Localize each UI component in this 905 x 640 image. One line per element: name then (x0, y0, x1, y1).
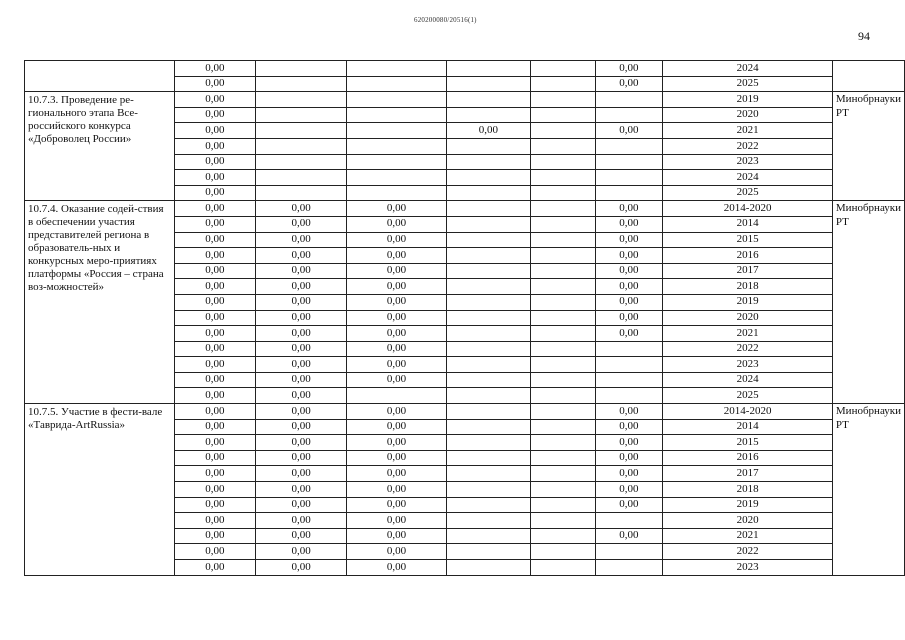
value-col-4 (446, 279, 530, 295)
year-cell: 2015 (663, 232, 833, 248)
value-col-5: 0,00 (595, 528, 663, 544)
value-col-2: 0,00 (255, 435, 347, 451)
value-col-3: 0,00 (347, 263, 446, 279)
value-col-2: 0,00 (255, 372, 347, 388)
value-col-3: 0,00 (347, 497, 446, 513)
blank-cell (531, 372, 595, 388)
value-col-3: 0,00 (347, 482, 446, 498)
page-number: 94 (858, 29, 870, 43)
value-col-3 (347, 388, 446, 404)
value-col-2: 0,00 (255, 388, 347, 404)
value-col-4 (446, 61, 530, 77)
value-col-2: 0,00 (255, 419, 347, 435)
value-col-2: 0,00 (255, 216, 347, 232)
value-col-5: 0,00 (595, 263, 663, 279)
value-col-4 (446, 263, 530, 279)
year-cell: 2014 (663, 419, 833, 435)
value-col-1: 0,00 (174, 560, 255, 576)
value-col-5: 0,00 (595, 76, 663, 92)
value-col-5 (595, 560, 663, 576)
value-col-2 (255, 170, 347, 186)
activity-name: 10.7.4. Оказание содей-ствия в обеспечении участия представителей региона в образователь-ных и конкурсных меро-приятиях платформы «Россия – страна воз-можностей» (25, 201, 175, 404)
value-col-3: 0,00 (347, 216, 446, 232)
value-col-3: 0,00 (347, 560, 446, 576)
value-col-4 (446, 216, 530, 232)
value-col-2: 0,00 (255, 497, 347, 513)
year-cell: 2025 (663, 76, 833, 92)
blank-cell (531, 170, 595, 186)
value-col-4 (446, 388, 530, 404)
value-col-5: 0,00 (595, 216, 663, 232)
value-col-4 (446, 154, 530, 170)
activity-name (25, 61, 175, 92)
value-col-1: 0,00 (174, 123, 255, 139)
year-cell: 2019 (663, 294, 833, 310)
value-col-4 (446, 310, 530, 326)
year-cell: 2022 (663, 138, 833, 154)
value-col-4 (446, 232, 530, 248)
value-col-2 (255, 123, 347, 139)
value-col-5: 0,00 (595, 466, 663, 482)
blank-cell (531, 107, 595, 123)
blank-cell (531, 528, 595, 544)
value-col-4 (446, 497, 530, 513)
blank-cell (531, 419, 595, 435)
value-col-5 (595, 185, 663, 201)
value-col-4 (446, 513, 530, 529)
value-col-3: 0,00 (347, 404, 446, 420)
value-col-5: 0,00 (595, 279, 663, 295)
blank-cell (531, 341, 595, 357)
table-row (25, 92, 905, 108)
value-col-1: 0,00 (174, 357, 255, 373)
value-col-3: 0,00 (347, 279, 446, 295)
value-col-1: 0,00 (174, 232, 255, 248)
year-cell: 2017 (663, 466, 833, 482)
value-col-4 (446, 326, 530, 342)
value-col-5 (595, 357, 663, 373)
value-col-4 (446, 170, 530, 186)
value-col-4 (446, 294, 530, 310)
value-col-2: 0,00 (255, 450, 347, 466)
value-col-4 (446, 482, 530, 498)
activity-name: 10.7.5. Участие в фести-вале «Таврида-ArtRussia» (25, 404, 175, 576)
value-col-2: 0,00 (255, 357, 347, 373)
value-col-2: 0,00 (255, 263, 347, 279)
blank-cell (531, 357, 595, 373)
value-col-3: 0,00 (347, 341, 446, 357)
blank-cell (531, 76, 595, 92)
value-col-1: 0,00 (174, 294, 255, 310)
value-col-2: 0,00 (255, 310, 347, 326)
value-col-5 (595, 388, 663, 404)
value-col-5: 0,00 (595, 61, 663, 77)
value-col-3: 0,00 (347, 294, 446, 310)
blank-cell (531, 466, 595, 482)
blank-cell (531, 482, 595, 498)
blank-cell (531, 326, 595, 342)
value-col-3: 0,00 (347, 310, 446, 326)
value-col-5: 0,00 (595, 123, 663, 139)
year-cell: 2014 (663, 216, 833, 232)
value-col-4 (446, 528, 530, 544)
value-col-1: 0,00 (174, 450, 255, 466)
blank-cell (531, 560, 595, 576)
value-col-1: 0,00 (174, 419, 255, 435)
value-col-5 (595, 154, 663, 170)
value-col-4 (446, 544, 530, 560)
value-col-5 (595, 92, 663, 108)
value-col-4 (446, 201, 530, 217)
value-col-1: 0,00 (174, 310, 255, 326)
value-col-2 (255, 154, 347, 170)
value-col-5 (595, 544, 663, 560)
value-col-2: 0,00 (255, 248, 347, 264)
value-col-3 (347, 76, 446, 92)
year-cell: 2018 (663, 482, 833, 498)
blank-cell (531, 497, 595, 513)
value-col-1: 0,00 (174, 497, 255, 513)
value-col-2: 0,00 (255, 560, 347, 576)
year-cell: 2016 (663, 450, 833, 466)
value-col-4 (446, 341, 530, 357)
value-col-1: 0,00 (174, 76, 255, 92)
value-col-5: 0,00 (595, 482, 663, 498)
blank-cell (531, 248, 595, 264)
value-col-4 (446, 419, 530, 435)
value-col-2: 0,00 (255, 482, 347, 498)
value-col-3 (347, 123, 446, 139)
value-col-2 (255, 76, 347, 92)
year-cell: 2023 (663, 154, 833, 170)
value-col-3 (347, 92, 446, 108)
value-col-1: 0,00 (174, 544, 255, 560)
value-col-2: 0,00 (255, 528, 347, 544)
value-col-3 (347, 61, 446, 77)
value-col-4 (446, 450, 530, 466)
value-col-2 (255, 61, 347, 77)
value-col-2: 0,00 (255, 544, 347, 560)
value-col-3 (347, 107, 446, 123)
value-col-3: 0,00 (347, 201, 446, 217)
value-col-2: 0,00 (255, 326, 347, 342)
funding-table (24, 60, 905, 576)
value-col-3: 0,00 (347, 419, 446, 435)
value-col-1: 0,00 (174, 388, 255, 404)
value-col-1: 0,00 (174, 513, 255, 529)
value-col-2 (255, 185, 347, 201)
value-col-3: 0,00 (347, 232, 446, 248)
year-cell: 2015 (663, 435, 833, 451)
year-cell: 2016 (663, 248, 833, 264)
value-col-4 (446, 138, 530, 154)
value-col-5 (595, 170, 663, 186)
value-col-1: 0,00 (174, 341, 255, 357)
executor-cell: Минобрнауки РТ (832, 92, 904, 201)
value-col-5 (595, 341, 663, 357)
value-col-1: 0,00 (174, 216, 255, 232)
value-col-2: 0,00 (255, 466, 347, 482)
value-col-3: 0,00 (347, 372, 446, 388)
value-col-1: 0,00 (174, 466, 255, 482)
value-col-4 (446, 404, 530, 420)
value-col-5: 0,00 (595, 310, 663, 326)
value-col-1: 0,00 (174, 279, 255, 295)
blank-cell (531, 185, 595, 201)
year-cell: 2019 (663, 92, 833, 108)
blank-cell (531, 61, 595, 77)
blank-cell (531, 388, 595, 404)
value-col-3 (347, 170, 446, 186)
value-col-3: 0,00 (347, 450, 446, 466)
value-col-5: 0,00 (595, 497, 663, 513)
value-col-1: 0,00 (174, 154, 255, 170)
year-cell: 2017 (663, 263, 833, 279)
activity-name: 10.7.3. Проведение ре-гионального этапа Все-российского конкурса «Доброволец России» (25, 92, 175, 201)
blank-cell (531, 279, 595, 295)
value-col-5 (595, 107, 663, 123)
value-col-1: 0,00 (174, 263, 255, 279)
value-col-4 (446, 357, 530, 373)
value-col-2: 0,00 (255, 279, 347, 295)
table-row (25, 61, 905, 77)
value-col-5: 0,00 (595, 435, 663, 451)
value-col-2 (255, 138, 347, 154)
blank-cell (531, 154, 595, 170)
value-col-1: 0,00 (174, 61, 255, 77)
executor-cell: Минобрнауки РТ (832, 201, 904, 404)
value-col-5: 0,00 (595, 248, 663, 264)
blank-cell (531, 294, 595, 310)
value-col-2 (255, 92, 347, 108)
blank-cell (531, 216, 595, 232)
value-col-2 (255, 107, 347, 123)
value-col-3 (347, 185, 446, 201)
value-col-5: 0,00 (595, 294, 663, 310)
value-col-4 (446, 76, 530, 92)
value-col-3: 0,00 (347, 326, 446, 342)
value-col-1: 0,00 (174, 170, 255, 186)
table-body (25, 61, 905, 576)
value-col-2: 0,00 (255, 341, 347, 357)
blank-cell (531, 138, 595, 154)
blank-cell (531, 263, 595, 279)
value-col-4 (446, 92, 530, 108)
year-cell: 2022 (663, 544, 833, 560)
year-cell: 2021 (663, 528, 833, 544)
value-col-1: 0,00 (174, 248, 255, 264)
year-cell: 2014-2020 (663, 201, 833, 217)
value-col-5: 0,00 (595, 232, 663, 248)
value-col-3: 0,00 (347, 466, 446, 482)
blank-cell (531, 404, 595, 420)
blank-cell (531, 310, 595, 326)
value-col-1: 0,00 (174, 107, 255, 123)
value-col-1: 0,00 (174, 482, 255, 498)
value-col-3: 0,00 (347, 248, 446, 264)
value-col-3: 0,00 (347, 357, 446, 373)
year-cell: 2018 (663, 279, 833, 295)
year-cell: 2019 (663, 497, 833, 513)
value-col-3: 0,00 (347, 513, 446, 529)
value-col-2: 0,00 (255, 294, 347, 310)
value-col-5 (595, 513, 663, 529)
value-col-2: 0,00 (255, 201, 347, 217)
document-code: 620200080/20516(1) (414, 16, 477, 24)
value-col-4: 0,00 (446, 123, 530, 139)
value-col-1: 0,00 (174, 326, 255, 342)
value-col-2: 0,00 (255, 513, 347, 529)
value-col-1: 0,00 (174, 435, 255, 451)
blank-cell (531, 544, 595, 560)
value-col-2: 0,00 (255, 232, 347, 248)
year-cell: 2024 (663, 170, 833, 186)
value-col-5 (595, 372, 663, 388)
year-cell: 2023 (663, 560, 833, 576)
table-row (25, 201, 905, 217)
blank-cell (531, 450, 595, 466)
year-cell: 2020 (663, 310, 833, 326)
value-col-4 (446, 107, 530, 123)
year-cell: 2021 (663, 326, 833, 342)
year-cell: 2023 (663, 357, 833, 373)
value-col-4 (446, 560, 530, 576)
year-cell: 2025 (663, 185, 833, 201)
year-cell: 2020 (663, 107, 833, 123)
blank-cell (531, 232, 595, 248)
year-cell: 2014-2020 (663, 404, 833, 420)
blank-cell (531, 513, 595, 529)
blank-cell (531, 123, 595, 139)
value-col-1: 0,00 (174, 372, 255, 388)
value-col-3: 0,00 (347, 435, 446, 451)
value-col-5 (595, 138, 663, 154)
value-col-3 (347, 138, 446, 154)
value-col-4 (446, 435, 530, 451)
table-row (25, 404, 905, 420)
value-col-1: 0,00 (174, 201, 255, 217)
year-cell: 2022 (663, 341, 833, 357)
value-col-5: 0,00 (595, 404, 663, 420)
blank-cell (531, 435, 595, 451)
value-col-1: 0,00 (174, 404, 255, 420)
value-col-1: 0,00 (174, 138, 255, 154)
value-col-4 (446, 185, 530, 201)
value-col-1: 0,00 (174, 92, 255, 108)
value-col-5: 0,00 (595, 326, 663, 342)
value-col-3: 0,00 (347, 528, 446, 544)
value-col-5: 0,00 (595, 201, 663, 217)
value-col-3 (347, 154, 446, 170)
value-col-5: 0,00 (595, 419, 663, 435)
blank-cell (531, 92, 595, 108)
value-col-1: 0,00 (174, 528, 255, 544)
executor-cell: Минобрнауки РТ (832, 404, 904, 576)
value-col-5: 0,00 (595, 450, 663, 466)
year-cell: 2021 (663, 123, 833, 139)
value-col-2: 0,00 (255, 404, 347, 420)
executor-cell (832, 61, 904, 92)
blank-cell (531, 201, 595, 217)
value-col-4 (446, 466, 530, 482)
value-col-1: 0,00 (174, 185, 255, 201)
year-cell: 2024 (663, 372, 833, 388)
value-col-3: 0,00 (347, 544, 446, 560)
value-col-4 (446, 248, 530, 264)
value-col-4 (446, 372, 530, 388)
year-cell: 2024 (663, 61, 833, 77)
year-cell: 2020 (663, 513, 833, 529)
year-cell: 2025 (663, 388, 833, 404)
